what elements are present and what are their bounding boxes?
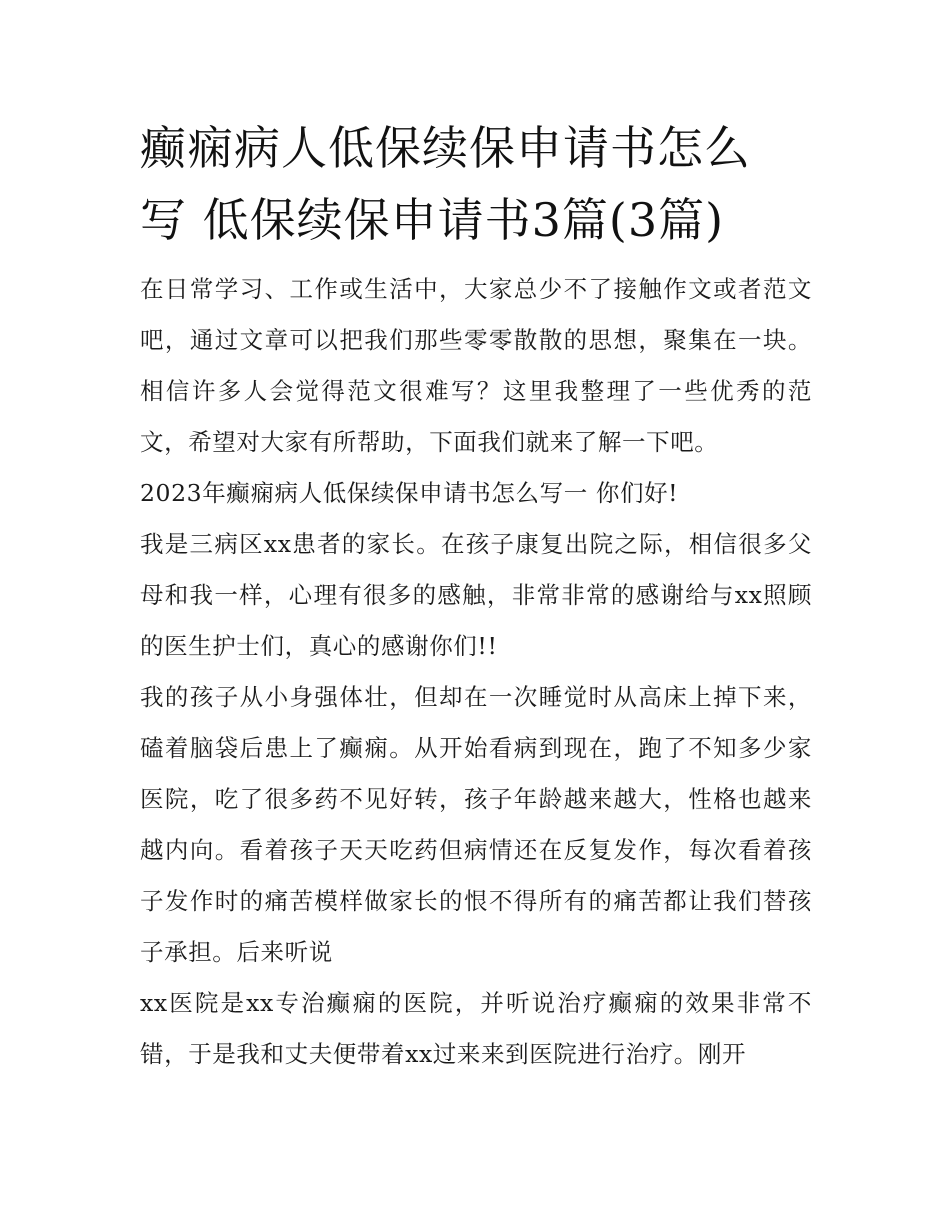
letter-paragraph-2: 我的孩子从小身强体壮，但却在一次睡觉时从高床上掉下来，磕着脑袋后患上了癫痫。从开始看病到现在，跑了不知多少家医院，吃了很多药不见好转，孩子年龄越来越大，性格也越来越内向。看着孩子天天吃药但病情还在反复发作，每次看着孩子发作时的痛苦模样做家长的恨不得所有的痛苦都让我们替孩子承担。后来听说: [140, 683, 812, 966]
title-line-2: 写 低保续保申请书3篇(3篇): [140, 193, 725, 247]
letter-heading-paragraph: 2023年癫痫病人低保续保申请书怎么写一 你们好!: [140, 479, 679, 507]
letter-paragraph-1: 我是三病区xx患者的家长。在孩子康复出院之际，相信很多父母和我一样，心理有很多的感触，非常非常的感谢给与xx照顾的医生护士们，真心的感谢你们!!: [140, 530, 812, 660]
title-line-1: 癫痫病人低保续保申请书怎么: [140, 121, 751, 175]
document-title: [140, 112, 812, 256]
letter-paragraph-3: xx医院是xx专治癫痫的医院，并听说治疗癫痫的效果非常不错，于是我和丈夫便带着xx过来来到医院进行治疗。刚开: [140, 989, 812, 1068]
intro-paragraph: 在日常学习、工作或生活中，大家总少不了接触作文或者范文吧，通过文章可以把我们那些零零散散的思想，聚集在一块。相信许多人会觉得范文很难写？这里我整理了一些优秀的范文，希望对大家有所帮助，下面我们就来了解一下吧。: [140, 275, 812, 456]
document-body: [140, 112, 812, 1080]
